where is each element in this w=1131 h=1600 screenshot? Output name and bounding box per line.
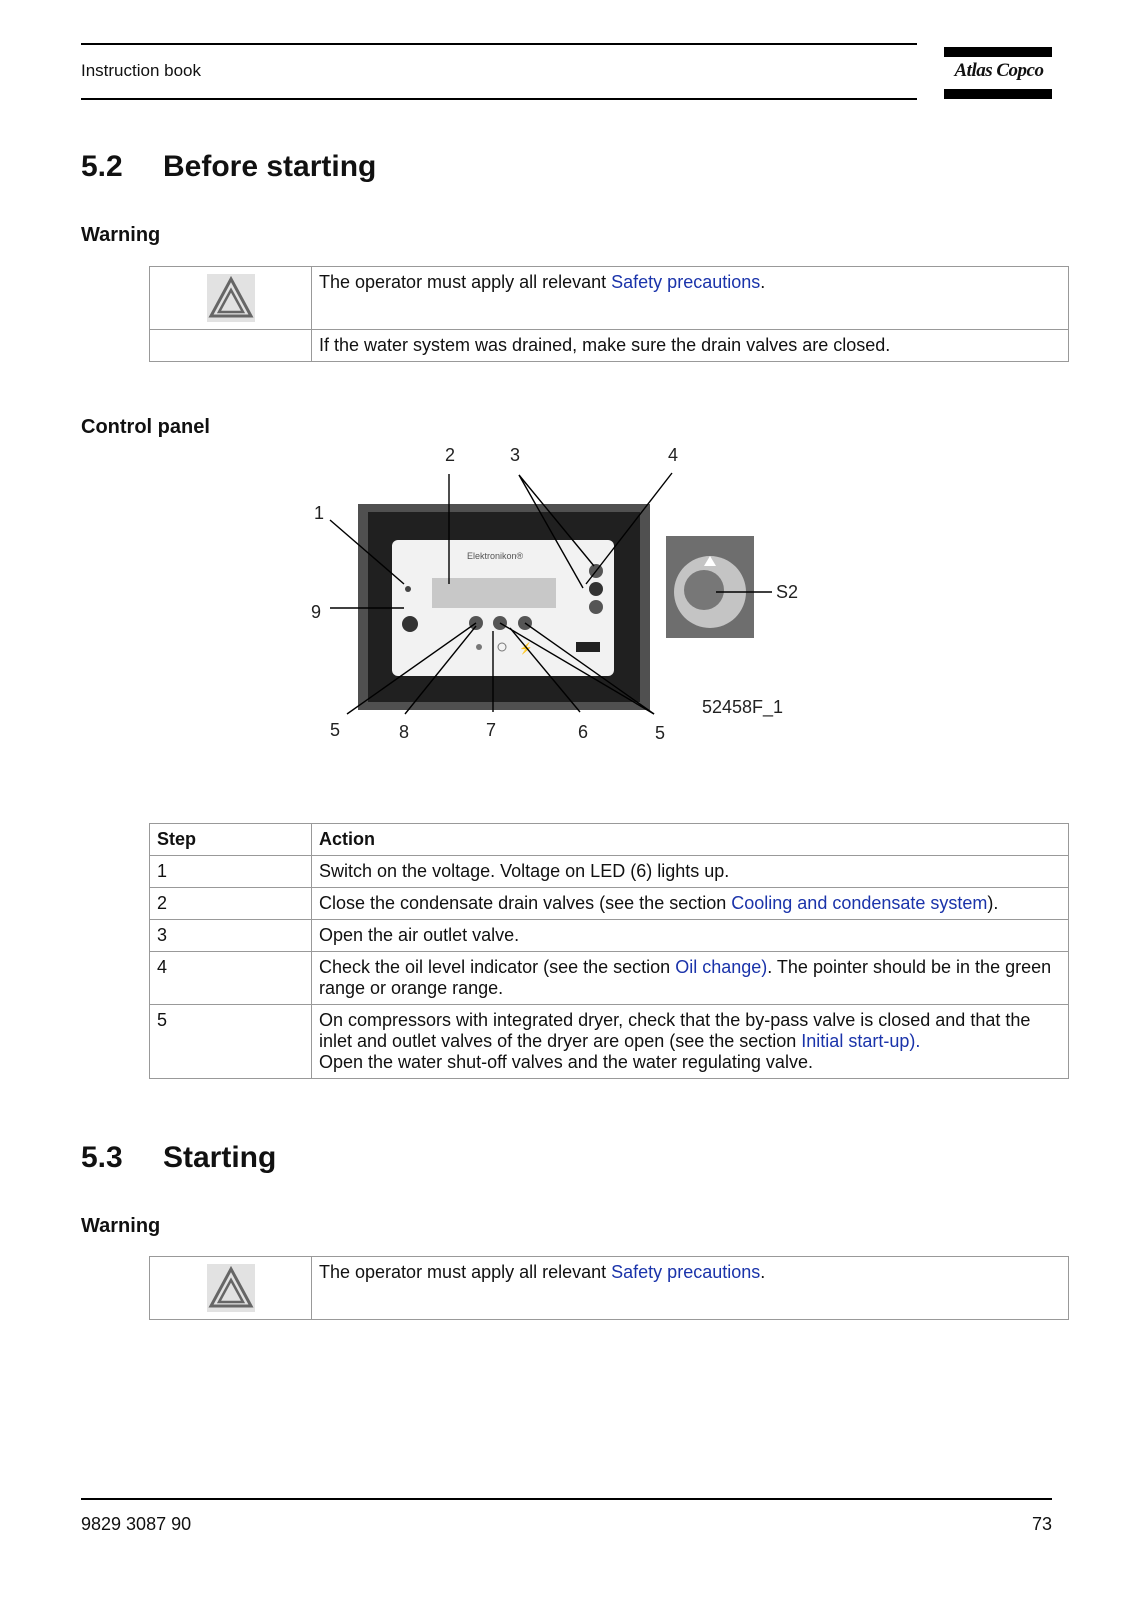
action-text: Check the oil level indicator (see the section	[319, 957, 676, 977]
cross-reference-link[interactable]: Initial start-up).	[801, 1031, 921, 1051]
section-heading-5-3	[81, 1141, 276, 1175]
warning-icon-cell	[150, 1257, 312, 1320]
warning-table	[149, 266, 1069, 362]
warning-heading: Warning	[81, 224, 161, 246]
table-row	[150, 1005, 1069, 1079]
callout-label-6: 6	[578, 722, 589, 742]
warning-text: The operator must apply all relevant Safety precautions.	[312, 267, 1069, 330]
callout-label-9: 9	[311, 602, 322, 622]
logo-text: Atlas Copco	[954, 60, 1044, 81]
step-action	[312, 920, 1069, 952]
callout-label-1: 1	[314, 503, 325, 523]
header-title: Instruction book	[81, 61, 202, 80]
control-panel-heading: Control panel	[81, 416, 210, 438]
s2-label: S2	[776, 582, 799, 602]
empty-cell	[150, 330, 312, 362]
panel-display	[432, 578, 556, 608]
action-text: Switch on the voltage. Voltage on LED (6) lights up.	[319, 861, 730, 881]
action-text: On compressors with integrated dryer, check that the by-pass valve is closed and that the inlet and outlet valves of the dryer are open (see the section	[319, 1010, 1031, 1051]
table-row	[150, 952, 1069, 1005]
emergency-stop-button	[684, 570, 724, 610]
warning-triangle-icon	[207, 274, 255, 322]
page-number: 73	[1031, 1514, 1052, 1534]
scroll-button-enter	[589, 582, 603, 596]
step-number: 4	[150, 952, 312, 1005]
action-text: Close the condensate drain valves (see the section	[319, 893, 732, 913]
callout-label-5: 5	[330, 720, 341, 740]
step-number: 5	[150, 1005, 312, 1079]
callout-label-3: 3	[510, 448, 521, 465]
step-action	[312, 1005, 1069, 1079]
cross-reference-link[interactable]: Cooling and condensate system	[731, 893, 988, 913]
section-title: Starting	[163, 1141, 277, 1174]
callout-label-4: 4	[668, 448, 679, 465]
safety-precautions-link[interactable]: Safety precautions	[611, 1262, 761, 1282]
section-title: Before starting	[163, 150, 377, 183]
table-row	[150, 888, 1069, 920]
warning-table-starting	[149, 1256, 1069, 1320]
section-heading-5-2	[81, 150, 376, 184]
warning-heading: Warning	[81, 1215, 161, 1237]
warning-triangle-icon	[207, 1264, 255, 1312]
footer-rule	[81, 1498, 1052, 1500]
atlas-copco-logo	[944, 47, 1052, 99]
callout-label-7: 7	[486, 720, 497, 740]
panel-logo-plate	[576, 642, 600, 652]
button-9	[402, 616, 418, 632]
action-text: Open the air outlet valve.	[319, 925, 520, 945]
led-8	[476, 644, 482, 650]
callout-label-5b: 5	[655, 723, 666, 743]
section-number: 5.3	[81, 1141, 123, 1174]
voltage-led	[405, 586, 411, 592]
warning-icon-cell	[150, 267, 312, 330]
header-rule-bottom	[81, 98, 917, 100]
step-action	[312, 888, 1069, 920]
steps-body	[150, 856, 1069, 1079]
warning-row	[150, 1257, 1069, 1320]
step-number: 2	[150, 888, 312, 920]
callout-label-2: 2	[445, 448, 456, 465]
scroll-button-down	[589, 600, 603, 614]
table-row	[150, 856, 1069, 888]
column-header-action: Action	[312, 824, 1069, 856]
section-number: 5.2	[81, 150, 123, 183]
steps-table	[149, 823, 1069, 1079]
step-action	[312, 856, 1069, 888]
header-rule-top	[81, 43, 917, 45]
action-text: . The pointer should be in the green range or orange range.	[319, 957, 1052, 998]
warning-text: If the water system was drained, make sure the drain valves are closed.	[312, 330, 1069, 362]
steps-header-row	[150, 824, 1069, 856]
warning-text: The operator must apply all relevant Safety precautions.	[312, 1257, 1069, 1320]
cross-reference-link[interactable]: Oil change)	[675, 957, 768, 977]
panel-brand: Elektronikon®	[467, 551, 524, 561]
callout-label-8: 8	[399, 722, 410, 742]
table-row	[150, 920, 1069, 952]
lightning-icon: ⚡	[519, 643, 533, 655]
column-header-step: Step	[150, 824, 312, 856]
step-number: 1	[150, 856, 312, 888]
control-panel-figure	[300, 448, 840, 768]
warning-row	[150, 267, 1069, 330]
safety-precautions-link[interactable]: Safety precautions	[611, 272, 761, 292]
action-text: Open the water shut-off valves and the water regulating valve.	[319, 1052, 813, 1072]
figure-id: 52458F_1	[702, 697, 784, 717]
action-text: ).	[987, 893, 999, 913]
warning-row	[150, 330, 1069, 362]
step-number: 3	[150, 920, 312, 952]
step-action	[312, 952, 1069, 1005]
document-number: 9829 3087 90	[81, 1514, 192, 1534]
